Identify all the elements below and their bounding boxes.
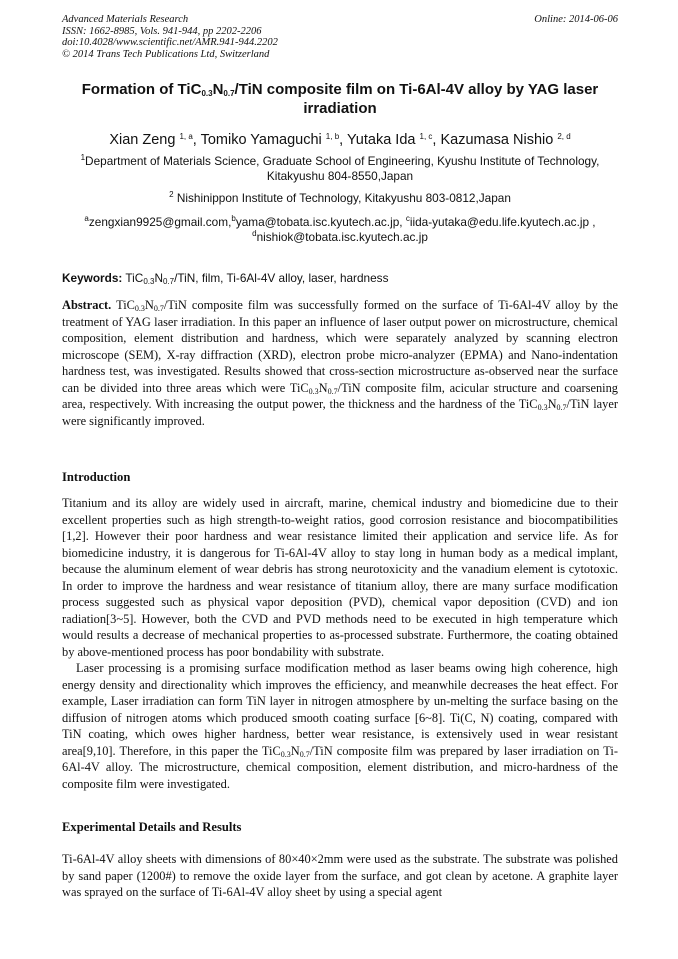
paper-title: Formation of $TiC_{0.3}N_{0.7}$/TiN composite film on Ti-6Al-4V alloy by YAG laser irradiation — [81, 81, 599, 117]
email-link[interactable]: iida-yutaka@edu.life.kyutech.ac.jp , — [409, 215, 596, 229]
abstract-label: Abstract. — [62, 298, 112, 312]
section-heading-experimental: Experimental Details and Results — [62, 820, 242, 834]
affiliation-2: $^2$ Nishinippon Institute of Technology, Kitakyushu 803-0812,Japan — [169, 190, 511, 205]
paragraph: Ti-6Al-4V alloy sheets with dimensions of 80×40×2mm were used as the substrate. The substrate was polished by sand paper (1200#) to remove the oxide layer from the surface, and got clean by acetone. A graphite layer was sprayed on the surface of Ti-6Al-4V alloy sheet by using a special agent — [62, 852, 618, 899]
author-emails: $^a$zengxian9925@gmail.com,$^b$yama@tobata.isc.kyutech.ac.jp, $^c$iida-yutaka@edu.life.kyutech.ac.jp , $^d$nishiok@tobata.isc.kyutech.ac.jp — [84, 214, 596, 244]
author-mark: 1, c — [419, 132, 433, 141]
abstract: Abstract. $TiC_{0.3}N_{0.7}$/TiN composite film was successfully formed on the surface of Ti-6Al-4V alloy by the treatment of YAG laser irradiation. In this paper an influence of laser output power on microstructure, chemical composition, element distribution and hardness, which were separately analyzed by scanning electron microscope (SEM), X-ray diffraction (XRD), electron probe micro-analyzer (EPMA) and Nano-indentation hardness test, was investigated. Results showed that cross-section microstructure as-observed near the surface can be divided into three areas which were $TiC_{0.3}N_{0.7}$/TiN composite film, acicular structure and coarsening area, respectively. With increasing the output power, the thickness and the hardness of the $TiC_{0.3}N_{0.7}$/TiN layer were significantly improved. — [62, 298, 619, 428]
journal-copyright: © 2014 Trans Tech Publications Ltd, Switzerland — [62, 48, 270, 60]
paragraph: Laser processing is a promising surface modification method as laser beams owing high coherence, high energy density and directionality which improves the efficiency, and meanwhile decreases the heat effect. For example, Laser irradiation can form TiN layer in nitrogen atmosphere by un-melting the surface basing on the diffusion of nitrogen atoms which produced smooth coating surface [6~8]. Ti(C, N) coating, compared with TiN coating, which owes higher hardness, better wear resistance, is extensively used in wear resistant area[9,10]. Therefore, in this paper the $TiC_{0.3}N_{0.7}$/TiN composite film was prepared by laser irradiation on Ti-6Al-4V alloy. The microstructure, chemical composition, element distribution, and micro-hardness of the composite film were investigated. — [62, 661, 618, 791]
journal-header — [62, 14, 618, 60]
affiliation-1: $^1$Department of Materials Science, Graduate School of Engineering, Kyushu Institute of Technology, Kitakyushu 804-8550,Japan — [80, 153, 600, 183]
author-mark: 1, a — [179, 132, 193, 141]
keywords: Keywords: $TiC_{0.3}N_{0.7}$/TiN, film, Ti-6Al-4V alloy, laser, hardness — [62, 271, 389, 286]
journal-name: Advanced Materials Research — [62, 14, 189, 25]
journal-issn: ISSN: 1662-8985, Vols. 941-944, pp 2202-2206 — [62, 25, 262, 37]
section-heading-introduction: Introduction — [62, 470, 131, 484]
author-list: Xian Zeng $^{1, a}$, Tomiko Yamaguchi $^{1, b}$, Yutaka Ida $^{1, c}$, Kazumasa Nishio $^{2, d}$ — [109, 132, 571, 148]
experimental-text — [62, 851, 618, 901]
email-link[interactable]: zengxian9925@gmail.com, — [88, 215, 232, 229]
author-name: Kazumasa Nishio — [440, 132, 554, 148]
author-name: Xian Zeng — [109, 132, 176, 148]
online-date: Online: 2014-06-06 — [534, 14, 618, 25]
author-name: Yutaka Ida — [346, 132, 416, 148]
email-link[interactable]: yama@tobata.isc.kyutech.ac.jp, — [235, 215, 403, 229]
paragraph: Titanium and its alloy are widely used in aircraft, marine, chemical industry and biomedicine due to their excellent properties such as high strength-to-weight ratios, good corrosion resistance and biocompatibilities [1,2]. However their poor hardness and wear resistance limited their application and service life. As for biomedicine industry, it is dangerous for Ti-6Al-4V alloy to stay long in human body as a medical implant, because the aluminum element of wear debris has strong neurotoxicity and the vanadium element is cytotoxic. In order to improve the hardness and wear resistance of titanium alloy, there are many surface modification process suggested such as physical vapor deposition (PVD), chemical vapor deposition (CVD) and ion radiation[3~5]. However, both the CVD and PVD methods need to be executed in high temperature which would results a decrease of mechanical properties to as-processed substrate. Furthermore, the coating obtained by above-mentioned process has poor bondability with substrate. — [62, 496, 618, 659]
author-name: Tomiko Yamaguchi — [200, 132, 322, 148]
author-mark: 2, d — [557, 132, 571, 141]
keywords-label: Keywords: — [62, 271, 123, 285]
journal-doi: doi:10.4028/www.scientific.net/AMR.941-944.2202 — [62, 37, 278, 48]
author-mark: 1, b — [325, 132, 340, 141]
email-link[interactable]: nishiok@tobata.isc.kyutech.ac.jp — [256, 230, 428, 244]
introduction-text — [62, 495, 618, 792]
